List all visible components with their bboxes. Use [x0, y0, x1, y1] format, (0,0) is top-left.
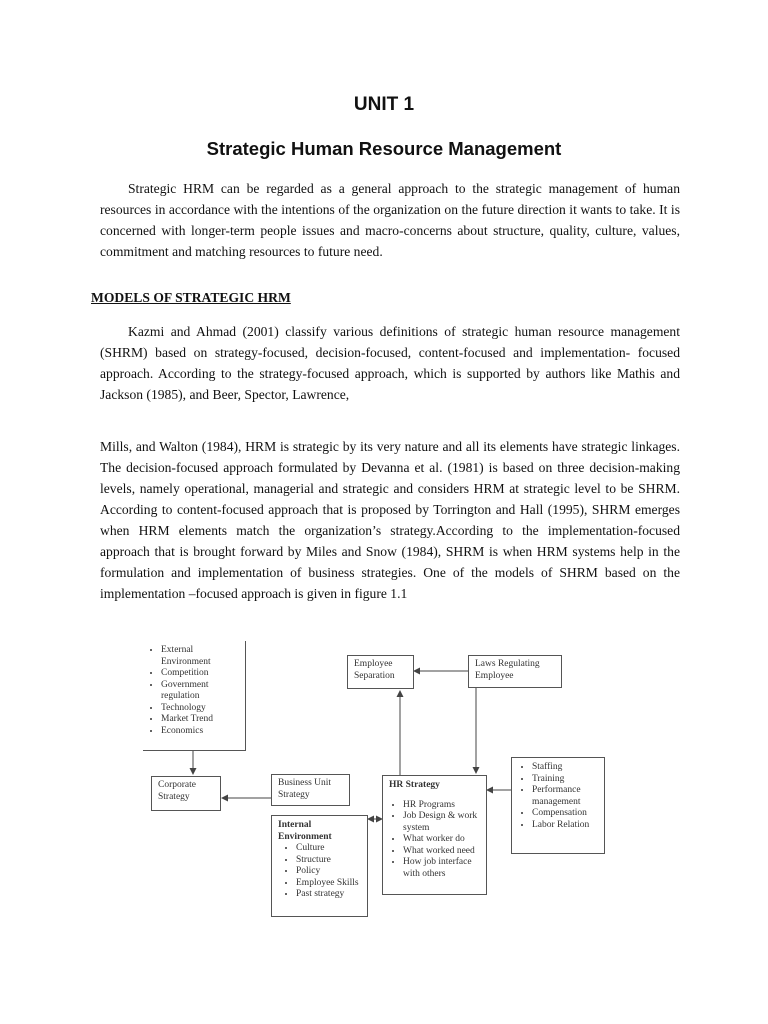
employee-separation-label: Employee Separation [354, 659, 395, 681]
hr-functions-box [511, 757, 605, 854]
employee-separation-box [347, 655, 414, 689]
external-item: • Technology [161, 703, 245, 715]
hr-strategy-title: HR Strategy [389, 780, 440, 790]
laws-regulating-box [468, 655, 562, 688]
hr-function-item: • Compensation [532, 808, 602, 820]
internal-item: • Culture [296, 843, 361, 855]
section-heading: MODELS OF STRATEGIC HRM [91, 290, 291, 305]
corporate-strategy-label: Corporate Strategy [158, 780, 196, 802]
external-environment-box [143, 641, 246, 751]
internal-environment-box [271, 815, 368, 917]
external-item: • Market Trend [161, 714, 245, 726]
internal-item: • Employee Skills [296, 878, 361, 890]
unit-title: UNIT 1 [353, 94, 415, 115]
hr-function-item: • Performance management [532, 785, 602, 808]
intro-paragraph: Strategic HRM can be regarded as a general approach to the strategic management of human resources in accordance with the intentions of the organization on the future direction it wants to take. It is concerned with longer-term people issues and macro-concerns about structure, quality, culture, values, commitment and matching resources to future need. [100, 181, 680, 259]
external-item: • Competition [161, 668, 245, 680]
internal-environment-title: Internal Environment [278, 820, 332, 842]
external-item: • External Environment [161, 645, 245, 668]
internal-item: • Structure [296, 855, 361, 867]
hr-strategy-item: • HR Programs [403, 800, 480, 812]
laws-regulating-label: Laws Regulating Employee [475, 659, 540, 681]
hr-function-item: • Training [532, 774, 602, 786]
paragraph-models-2: Mills, and Walton (1984), HRM is strategic by its very nature and all its elements have strategic linkages. The decision-focused approach formulated by Devanna et al. (1981) is based on three decision-making levels, namely operational, managerial and strategic and considers HRM at strategic level to be SHRM. According to content-focused approach that is proposed by Torrington and Hall (1995), SHRM emerges when HRM elements match the organization’s strategy.According to the implementation-focused approach that is brought forward by Miles and Snow (1984), SHRM is when HRM systems help in the formulation and implementation of business strategies. One of the models of SHRM based on the implementation –focused approach is given in figure 1.1 [100, 439, 680, 601]
external-item: • Government regulation [161, 680, 245, 703]
business-unit-strategy-box [271, 774, 350, 806]
external-item: • Economics [161, 726, 245, 738]
hr-strategy-item: • Job Design & work system [403, 811, 480, 834]
internal-item: • Policy [296, 866, 361, 878]
internal-item: • Past strategy [296, 889, 361, 901]
hr-strategy-item: • What worker do [403, 834, 480, 846]
hr-function-item: • Labor Relation [532, 820, 602, 832]
hr-strategy-item: • How job interface with others [403, 857, 480, 880]
business-unit-strategy-label: Business Unit Strategy [278, 778, 332, 800]
hr-strategy-item: • What worked need [403, 846, 480, 858]
hr-function-item: • Staffing [532, 762, 602, 774]
document-title: Strategic Human Resource Management [206, 138, 562, 159]
hr-strategy-box [382, 775, 487, 895]
corporate-strategy-box [151, 776, 221, 811]
paragraph-models-1: Kazmi and Ahmad (2001) classify various definitions of strategic human resource management (SHRM) based on strategy-focused, decision-focused, content-focused and implementation- focused approach. According to the strategy-focused approach, which is supported by authors like Mathis and Jackson (1985), and Beer, Spector, Lawrence, [100, 324, 680, 402]
